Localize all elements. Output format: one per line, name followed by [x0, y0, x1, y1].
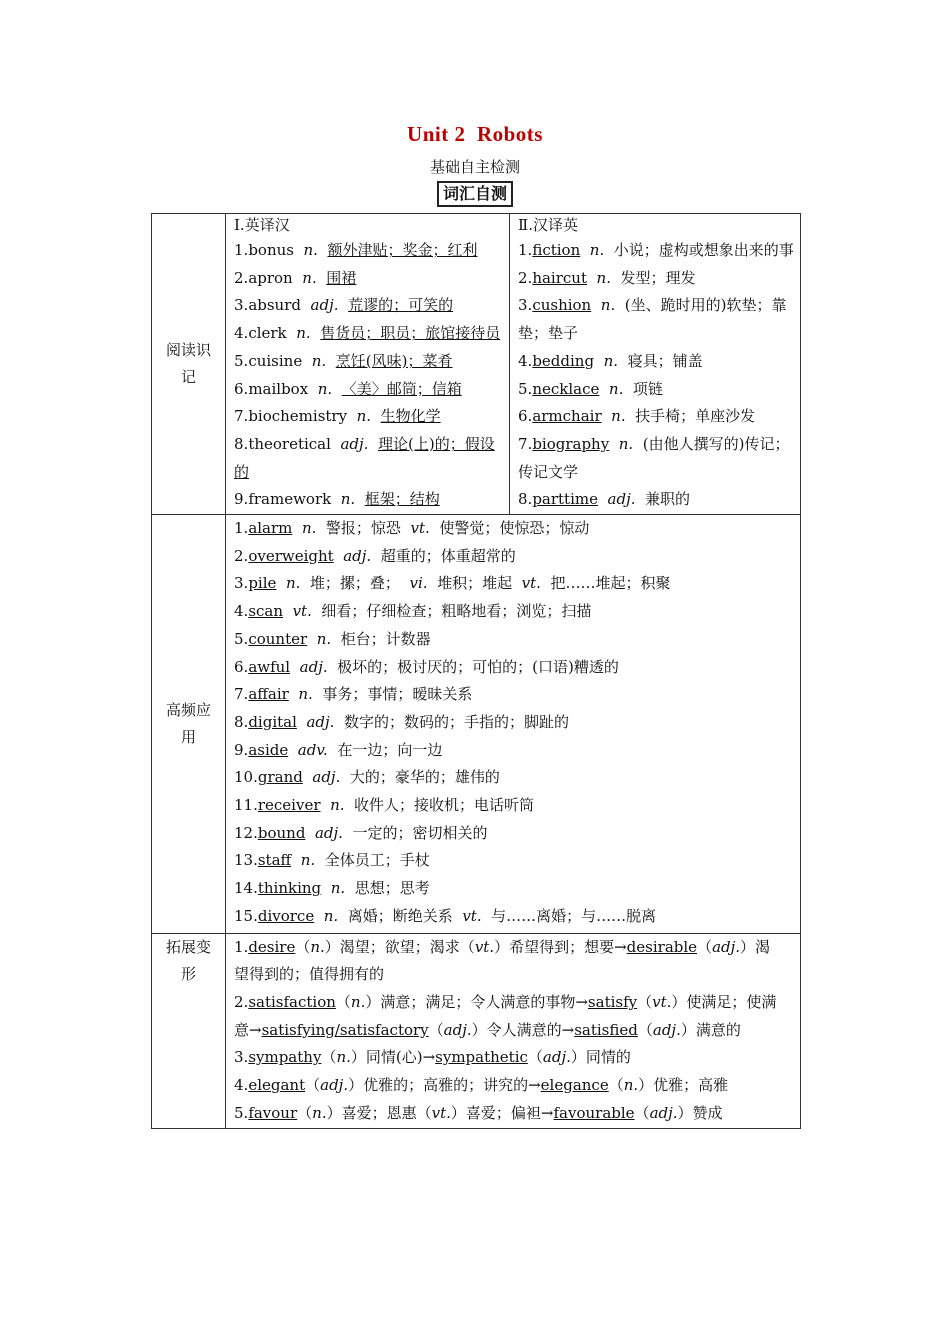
english-to-chinese-header: Ⅰ.英译汉 — [234, 216, 290, 234]
part-of-speech: n. — [300, 851, 316, 870]
english-answer: aside — [248, 740, 289, 759]
item-number: 3. — [234, 296, 249, 315]
list-item — [234, 709, 794, 737]
english-to-chinese-list — [234, 237, 503, 514]
chinese-answer: 荒谬的；可笑的 — [348, 296, 454, 315]
chinese-meaning: 全体员工；手杖 — [324, 851, 430, 870]
chinese-meaning: 大的；豪华的；雄伟的 — [349, 768, 500, 787]
item-number: 8. — [518, 490, 533, 509]
english-answer: satisfying/satisfactory — [261, 1020, 429, 1039]
english-answer: biography — [532, 434, 610, 453]
list-item — [234, 237, 503, 265]
english-answer: elegant — [248, 1076, 306, 1095]
text-segment: （ — [637, 1020, 653, 1039]
english-answer: satisfy — [587, 992, 638, 1011]
chinese-answer: 框架；结构 — [364, 490, 440, 509]
text-segment: ）同情的 — [570, 1048, 631, 1067]
item-number: 2. — [234, 268, 249, 287]
english-answer: sympathy — [248, 1048, 322, 1067]
chinese-meaning: 数字的；数码的；手指的；脚趾的 — [343, 712, 569, 731]
extend-cell — [226, 933, 801, 1128]
text-segment: （ — [527, 1048, 543, 1067]
item-number: 1. — [234, 519, 249, 538]
english-word: apron — [248, 268, 293, 287]
item-number: 8. — [234, 434, 249, 453]
list-item — [518, 265, 794, 293]
list-item — [234, 376, 503, 404]
item-number: 6. — [234, 379, 249, 398]
list-item — [234, 265, 503, 293]
item-number: 7. — [518, 434, 533, 453]
english-answer: counter — [248, 629, 308, 648]
part-of-speech: n. — [316, 629, 332, 648]
part-of-speech: adj. — [649, 1103, 678, 1122]
vocabulary-table — [151, 213, 801, 1129]
list-item — [234, 989, 784, 1044]
english-answer: elegance — [540, 1076, 609, 1095]
part-of-speech: n. — [303, 241, 318, 259]
part-of-speech: adj. — [652, 1020, 681, 1039]
list-item — [234, 348, 503, 376]
item-number: 1. — [518, 241, 533, 259]
text-segment: （ — [697, 937, 713, 956]
english-answer: sympathetic — [435, 1048, 528, 1067]
chinese-meaning: 思想；思考 — [354, 879, 430, 898]
chinese-meaning: (由他人撰写的)传记；传记文学 — [518, 434, 790, 481]
part-of-speech: n. — [310, 937, 325, 956]
text-segment: （ — [295, 937, 311, 956]
english-answer: divorce — [257, 906, 315, 925]
text-segment: （ — [637, 992, 653, 1011]
part-of-speech: vt. — [474, 937, 495, 956]
frequent-list — [226, 515, 800, 933]
list-item — [234, 626, 794, 654]
list-item — [234, 543, 794, 571]
text-segment: （ — [335, 992, 351, 1011]
chinese-meaning: 把……堆起；积聚 — [550, 574, 671, 593]
text-segment: 1. — [234, 937, 249, 956]
list-item — [234, 820, 794, 848]
chinese-to-english-header: Ⅱ.汉译英 — [518, 216, 578, 234]
chinese-meaning: 细看；仔细检查；粗略地看；浏览；扫描 — [321, 602, 592, 621]
part-of-speech: vi. — [409, 574, 428, 593]
frequent-cell — [226, 515, 801, 934]
list-item — [518, 348, 794, 376]
part-of-speech: vt. — [652, 992, 672, 1011]
chinese-meaning: 柜台；计数器 — [340, 629, 431, 648]
item-number: 13. — [234, 851, 258, 870]
frequent-row — [152, 515, 801, 934]
item-number: 6. — [234, 657, 249, 676]
english-answer: cushion — [532, 296, 592, 315]
english-word: framework — [248, 490, 332, 509]
part-of-speech: n. — [301, 519, 317, 538]
list-item — [234, 1100, 784, 1128]
english-word: absurd — [248, 296, 301, 315]
part-of-speech: n. — [317, 379, 333, 398]
item-number: 3. — [234, 574, 249, 593]
text-segment: ）赞成 — [677, 1103, 723, 1122]
part-of-speech: n. — [340, 490, 356, 509]
part-of-speech: n. — [589, 241, 605, 259]
list-item — [234, 792, 794, 820]
list-item — [234, 320, 503, 348]
text-segment: 3. — [234, 1048, 249, 1067]
chinese-answer: 售货员；职员；旅馆接待员 — [320, 324, 501, 343]
part-of-speech: vt. — [292, 602, 312, 621]
reading-row — [152, 214, 801, 515]
part-of-speech: vt. — [410, 519, 430, 538]
list-item — [234, 515, 794, 543]
part-of-speech: n. — [611, 407, 626, 426]
item-number: 6. — [518, 407, 533, 426]
list-item — [234, 1044, 784, 1072]
part-of-speech: adj. — [312, 768, 341, 787]
text-segment: ）满意；满足；令人满意的事物→ — [365, 992, 588, 1011]
chinese-answer: 围裙 — [326, 268, 357, 287]
item-number: 7. — [234, 407, 249, 426]
english-answer: scan — [248, 602, 284, 621]
list-item — [518, 376, 794, 404]
part-of-speech: adj. — [343, 546, 372, 565]
page-title: Unit 2 Robots — [407, 122, 543, 146]
part-of-speech: adv. — [297, 740, 328, 759]
list-item — [234, 681, 794, 709]
list-item — [518, 486, 794, 514]
english-answer: fiction — [532, 241, 581, 259]
chinese-meaning: 堆积；堆起 — [437, 574, 513, 593]
english-answer: bedding — [532, 351, 595, 370]
list-item — [234, 431, 503, 486]
list-item — [234, 1072, 784, 1100]
item-number: 15. — [234, 906, 258, 925]
item-number: 4. — [518, 351, 533, 370]
english-answer: desire — [248, 937, 296, 956]
chinese-answer: 生物化学 — [380, 407, 441, 426]
text-segment: ）同情(心)→ — [350, 1048, 436, 1067]
list-item — [234, 570, 794, 598]
list-item — [234, 654, 794, 682]
part-of-speech: vt. — [431, 1103, 451, 1122]
english-answer: pile — [248, 574, 277, 593]
english-answer: favourable — [553, 1103, 635, 1122]
chinese-meaning: 扶手椅；单座沙发 — [635, 407, 756, 426]
text-segment: ）渴望；欲望；渴求（ — [324, 937, 475, 956]
list-item — [234, 486, 503, 514]
part-of-speech: adj. — [320, 1076, 349, 1095]
item-number: 8. — [234, 712, 249, 731]
item-number: 3. — [518, 296, 533, 315]
english-answer: necklace — [532, 379, 600, 398]
english-to-chinese-cell — [226, 214, 510, 515]
part-of-speech: adj. — [607, 490, 636, 509]
item-number: 5. — [234, 629, 249, 648]
chinese-meaning: 项链 — [632, 379, 663, 398]
part-of-speech: n. — [330, 879, 346, 898]
list-item — [234, 403, 503, 431]
item-number: 5. — [234, 351, 249, 370]
text-segment: ）优雅；高雅 — [638, 1076, 729, 1095]
part-of-speech: adj. — [314, 823, 343, 842]
chinese-meaning: 离婚；断绝关系 — [347, 906, 453, 925]
part-of-speech: n. — [356, 407, 372, 426]
text-segment: ）使满足；使满意→ — [234, 992, 777, 1039]
part-of-speech: adj. — [712, 937, 741, 956]
part-of-speech: n. — [298, 685, 313, 704]
list-item — [234, 934, 784, 989]
text-segment: ）令人满意的→ — [471, 1020, 575, 1039]
text-segment: 5. — [234, 1103, 249, 1122]
part-of-speech: n. — [302, 268, 317, 287]
chinese-meaning: 警报；惊恐 — [325, 519, 401, 538]
text-segment: ）希望得到；想要→ — [494, 937, 627, 956]
english-answer: satisfaction — [248, 992, 336, 1011]
chinese-to-english-list — [518, 237, 794, 514]
english-answer: awful — [248, 657, 291, 676]
extend-label: 拓展变形 — [152, 933, 226, 1128]
text-segment: ）优雅的；高雅的；讲究的→ — [348, 1076, 541, 1095]
item-number: 4. — [234, 602, 249, 621]
text-segment: （ — [321, 1048, 337, 1067]
text-segment: 2. — [234, 992, 249, 1011]
list-item — [234, 764, 794, 792]
chinese-meaning: 兼职的 — [645, 490, 691, 509]
part-of-speech: n. — [603, 351, 619, 370]
english-word: cuisine — [248, 351, 303, 370]
english-answer: alarm — [248, 519, 293, 538]
english-answer: staff — [257, 851, 292, 870]
chinese-meaning: 小说；虚构或想象出来的事 — [613, 241, 794, 259]
english-word: bonus — [248, 241, 294, 259]
section-heading-boxed: 词汇自测 — [437, 181, 513, 207]
item-number: 12. — [234, 823, 258, 842]
part-of-speech: adj. — [443, 1020, 472, 1039]
item-number: 5. — [518, 379, 533, 398]
item-number: 2. — [234, 546, 249, 565]
part-of-speech: adj. — [299, 657, 328, 676]
text-segment: （ — [297, 1103, 313, 1122]
part-of-speech: n. — [623, 1076, 639, 1095]
english-answer: bound — [257, 823, 306, 842]
item-number: 7. — [234, 685, 249, 704]
page-subtitle: 基础自主检测 — [429, 158, 520, 176]
english-word: biochemistry — [248, 407, 348, 426]
text-segment: （ — [608, 1076, 624, 1095]
chinese-meaning: 极坏的；极讨厌的；可怕的；(口语)糟透的 — [337, 657, 619, 676]
english-answer: haircut — [532, 268, 587, 287]
list-item — [234, 292, 503, 320]
frequent-label: 高频应用 — [152, 515, 226, 934]
chinese-meaning: 堆；摞；叠； — [309, 574, 400, 593]
item-number: 14. — [234, 879, 258, 898]
text-segment: （ — [634, 1103, 650, 1122]
reading-label: 阅读识记 — [152, 214, 226, 515]
chinese-meaning: (坐、跪时用的)软垫；靠垫；垫子 — [518, 296, 787, 343]
chinese-meaning: 与……离婚；与……脱离 — [491, 906, 657, 925]
english-answer: thinking — [257, 879, 322, 898]
part-of-speech: vt. — [462, 906, 482, 925]
chinese-answer: 理论(上)的；假设的 — [234, 434, 495, 481]
part-of-speech: n. — [312, 1103, 327, 1122]
english-answer: parttime — [532, 490, 598, 509]
text-segment: 4. — [234, 1076, 249, 1095]
item-number: 2. — [518, 268, 533, 287]
english-answer: overweight — [248, 546, 334, 565]
item-number: 4. — [234, 324, 249, 343]
chinese-to-english-cell — [510, 214, 801, 515]
part-of-speech: n. — [608, 379, 624, 398]
part-of-speech: n. — [618, 434, 634, 453]
part-of-speech: n. — [323, 906, 339, 925]
part-of-speech: adj. — [310, 296, 339, 315]
part-of-speech: adj. — [542, 1048, 571, 1067]
list-item — [234, 875, 794, 903]
chinese-meaning: 寝具；铺盖 — [627, 351, 703, 370]
list-item — [518, 403, 794, 431]
english-word: clerk — [248, 324, 287, 343]
chinese-meaning: 收件人；接收机；电话听筒 — [354, 796, 535, 815]
part-of-speech: n. — [285, 574, 301, 593]
item-number: 9. — [234, 490, 249, 509]
chinese-answer: 〈美〉邮筒；信箱 — [341, 379, 462, 398]
part-of-speech: n. — [600, 296, 616, 315]
list-item — [234, 598, 794, 626]
item-number: 11. — [234, 796, 258, 815]
list-item — [518, 431, 794, 486]
english-answer: desirable — [626, 937, 698, 956]
chinese-meaning: 超重的；体重超常的 — [380, 546, 516, 565]
chinese-meaning: 发型；理发 — [620, 268, 696, 287]
item-number: 10. — [234, 768, 258, 787]
part-of-speech: adj. — [340, 434, 369, 453]
extend-list — [226, 934, 800, 1128]
text-segment: （ — [428, 1020, 444, 1039]
chinese-answer: 额外津贴；奖金；红利 — [327, 241, 478, 259]
list-item — [234, 737, 794, 765]
item-number: 9. — [234, 740, 249, 759]
part-of-speech: vt. — [521, 574, 541, 593]
list-item — [234, 847, 794, 875]
text-segment: ）喜爱；恩惠（ — [326, 1103, 432, 1122]
english-answer: receiver — [257, 796, 321, 815]
english-answer: grand — [257, 768, 303, 787]
text-segment: ）喜爱；偏袒→ — [450, 1103, 554, 1122]
english-answer: affair — [248, 685, 289, 704]
part-of-speech: n. — [330, 796, 345, 815]
list-item — [518, 237, 794, 265]
english-word: theoretical — [248, 434, 331, 453]
chinese-meaning: 在一边；向一边 — [337, 740, 443, 759]
english-answer: digital — [248, 712, 297, 731]
part-of-speech: n. — [311, 351, 327, 370]
text-segment: ）渴望得到的；值得拥有的 — [234, 937, 771, 984]
english-answer: favour — [248, 1103, 298, 1122]
english-answer: armchair — [532, 407, 602, 426]
chinese-meaning: 事务；事情；暧昧关系 — [322, 685, 473, 704]
text-segment: （ — [305, 1076, 321, 1095]
text-segment: ）满意的 — [680, 1020, 741, 1039]
extend-row — [152, 933, 801, 1128]
part-of-speech: n. — [336, 1048, 351, 1067]
part-of-speech: adj. — [306, 712, 335, 731]
part-of-speech: n. — [350, 992, 366, 1011]
english-word: mailbox — [248, 379, 309, 398]
chinese-meaning: 使警觉；使惊恐；惊动 — [439, 519, 590, 538]
part-of-speech: n. — [596, 268, 611, 287]
chinese-answer: 烹饪(风味)；菜肴 — [335, 351, 453, 370]
english-answer: satisfied — [574, 1020, 638, 1039]
part-of-speech: n. — [296, 324, 311, 343]
list-item — [518, 292, 794, 347]
list-item — [234, 903, 794, 931]
chinese-meaning: 一定的；密切相关的 — [352, 823, 488, 842]
item-number: 1. — [234, 241, 249, 259]
